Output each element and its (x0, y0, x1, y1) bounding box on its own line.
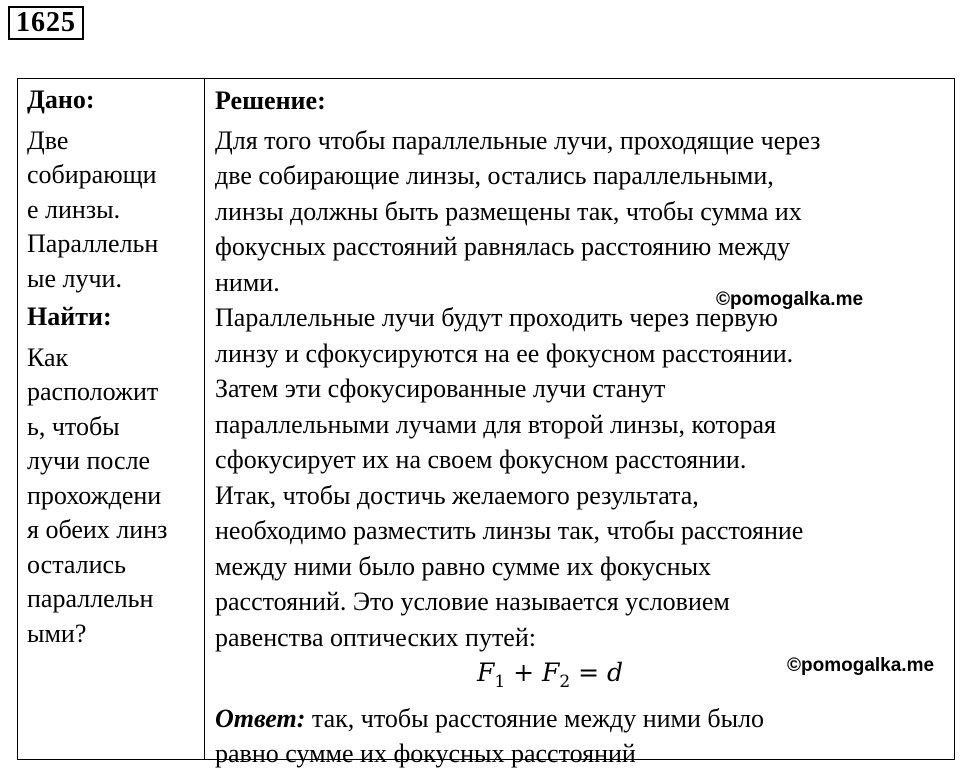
problem-number: 1625 (8, 6, 84, 40)
find-line: ь, чтобы (27, 411, 120, 441)
given-line: собирающи (27, 160, 157, 189)
solution-line: линзы должны быть размещены так, чтобы сумма их (215, 196, 802, 226)
given-text (27, 124, 202, 297)
watermark: ©pomogalka.me (716, 289, 864, 310)
solution-line: Затем эти сфокусированные лучи станут (215, 374, 666, 403)
formula-sub2: 2 (559, 672, 571, 692)
answer-line-1 (215, 701, 945, 737)
solution-line: параллельными лучами для второй линзы, которая (215, 409, 777, 439)
solution-label: Решение: (215, 86, 326, 115)
answer-text-2: равно сумме их фокусных расстояний (215, 739, 636, 768)
solution-line: равенства оптических путей: (215, 622, 536, 652)
given-line: Параллельн (27, 229, 159, 258)
answer-label: Ответ: (215, 703, 306, 733)
solution-line: необходимо разместить линзы так, чтобы расстояние (215, 516, 804, 545)
solution-line: Параллельные лучи будут проходить через первую (215, 303, 778, 332)
find-text (27, 341, 202, 652)
solution-line: линзу и сфокусируются на ее фокусном расстоянии. (215, 338, 794, 368)
column-divider (204, 79, 205, 759)
find-line: Как (27, 342, 69, 372)
solution-line: Итак, чтобы достичь желаемого результата, (215, 480, 699, 510)
given-column (27, 83, 202, 651)
formula-rhs: d (607, 658, 624, 687)
solution-line: расстояний. Это условие называется условием (215, 587, 730, 616)
find-line: я обеих линз (27, 515, 168, 544)
find-line: лучи после (27, 446, 151, 475)
formula-equals: = (570, 658, 608, 687)
answer-text-1: так, чтобы расстояние между ними было (305, 703, 765, 733)
find-line: расположит (27, 377, 159, 406)
formula-f2: F (541, 658, 560, 687)
given-line: Две (27, 125, 69, 155)
formula-plus: + (505, 658, 542, 687)
formula-sub1: 1 (494, 672, 506, 692)
solution-line: фокусных расстояний равнялась расстоянию между (215, 232, 791, 261)
given-line: ые лучи. (27, 263, 122, 293)
solution-text (215, 123, 945, 656)
solution-line: сфокусирует их на своем фокусном расстоянии. (215, 445, 747, 474)
given-label: Дано: (27, 85, 95, 114)
formula-f1: F (476, 658, 495, 687)
find-line: ыми? (27, 618, 87, 648)
solution-line: Для того чтобы параллельные лучи, проходящие через (215, 125, 821, 155)
find-line: параллельн (27, 584, 154, 613)
given-line: е линзы. (27, 194, 121, 224)
find-label: Найти: (27, 302, 112, 331)
watermark: ©pomogalka.me (787, 655, 935, 676)
find-line: прохождени (27, 480, 162, 510)
solution-line: две собирающие линзы, остались параллельными, (215, 161, 774, 190)
solution-line: ними. (215, 267, 280, 297)
find-line: остались (27, 549, 126, 579)
solution-line: между ними было равно сумме их фокусных (215, 551, 712, 581)
